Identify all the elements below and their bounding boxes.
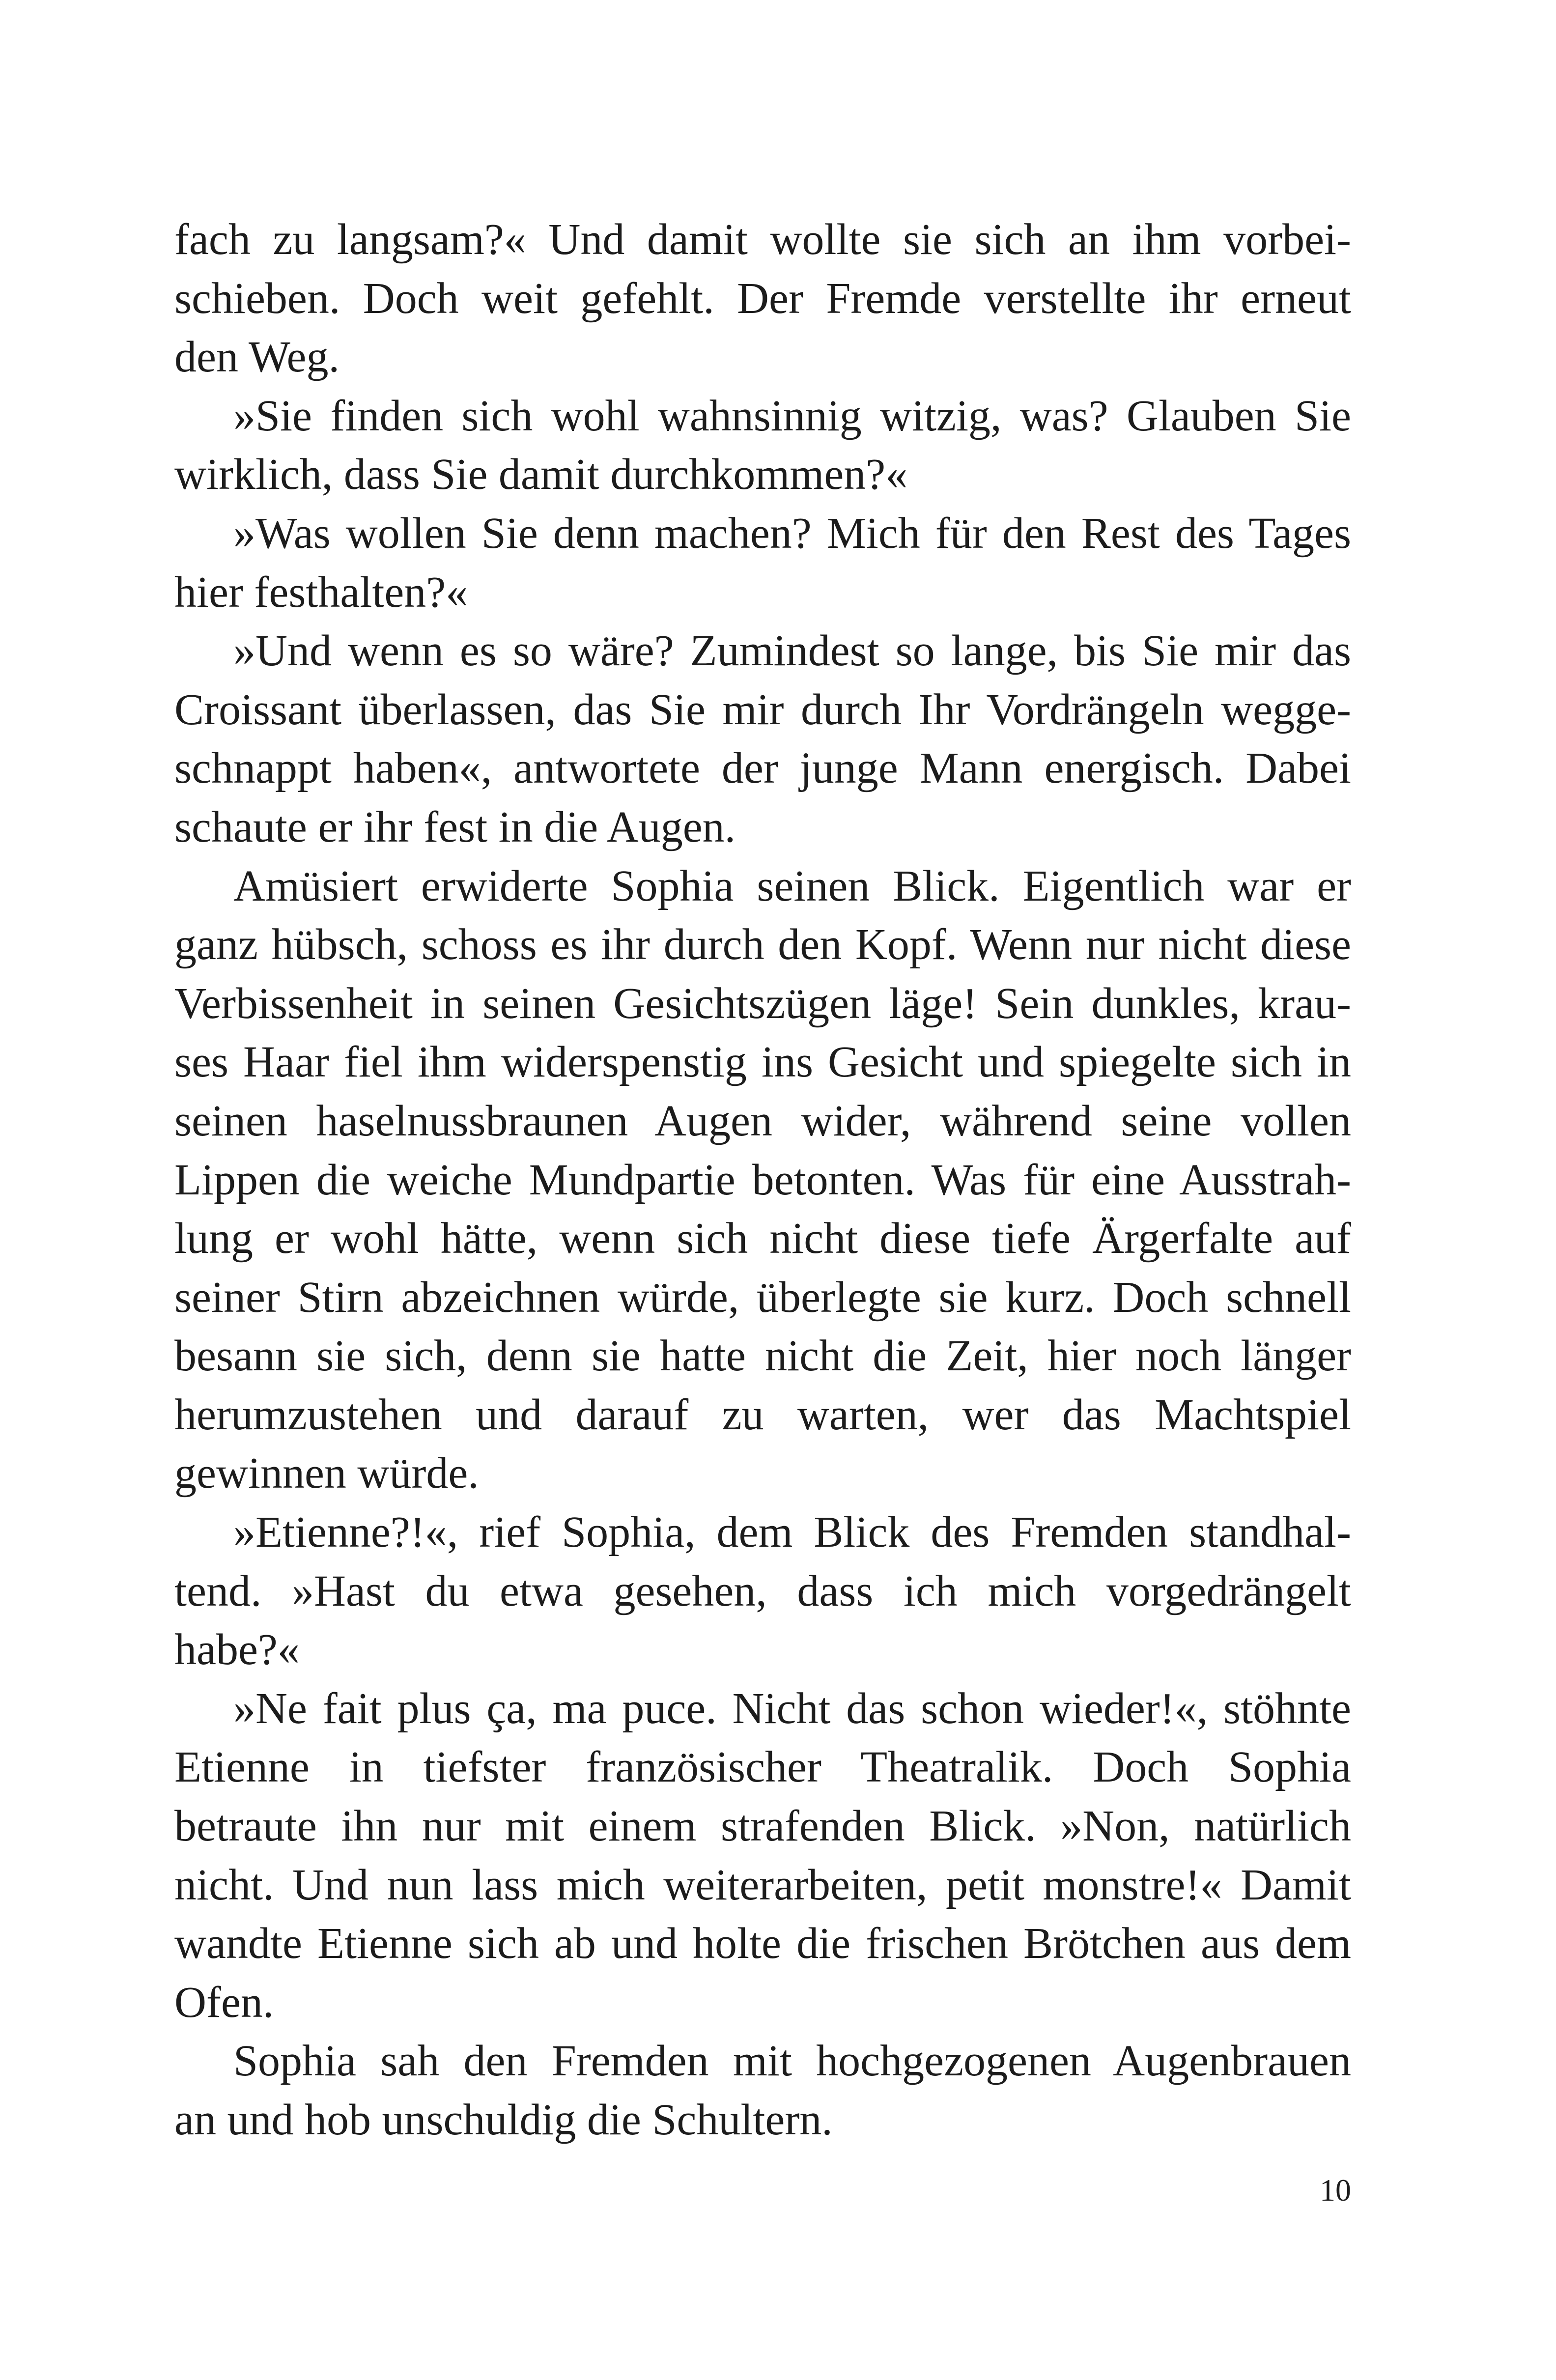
text-line: schaute er ihr fest in die Augen. (174, 802, 736, 851)
text-line: wandte Etienne sich ab und holte die frischen Brötchen aus dem (174, 1919, 1351, 1968)
text-line: den Weg. (174, 333, 340, 382)
text-line: Verbissenheit in seinen Gesichtszügen läge! Sein dunkles, krau- (174, 979, 1351, 1028)
text-line: nicht. Und nun lass mich weiterarbeiten, petit monstre!« Damit (174, 1860, 1351, 1909)
text-line: Lippen die weiche Mundpartie betonten. Was für eine Ausstrah- (174, 1155, 1351, 1204)
text-line: seinen haselnussbraunen Augen wider, während seine vollen (174, 1096, 1351, 1145)
text-line: an und hob unschuldig die Schultern. (174, 2096, 833, 2144)
page-number: 10 (1320, 2173, 1351, 2208)
text-line: hier festhalten?« (174, 567, 468, 617)
text-line: gewinnen würde. (174, 1449, 479, 1498)
text-line: »Sie finden sich wohl wahnsinnig witzig, was? Glauben Sie (233, 391, 1351, 440)
text-line: habe?« (174, 1625, 300, 1674)
text-line: betraute ihn nur mit einem strafenden Blick. »Non, natürlich (174, 1802, 1351, 1851)
text-line: »Was wollen Sie denn machen? Mich für den Rest des Tages (233, 509, 1351, 558)
text-line: Etienne in tiefster französischer Theatralik. Doch Sophia (174, 1743, 1351, 1792)
text-line: tend. »Hast du etwa gesehen, dass ich mich vorgedrängelt (174, 1566, 1351, 1615)
text-line: »Etienne?!«, rief Sophia, dem Blick des Fremden standhal- (233, 1508, 1351, 1557)
text-line: ganz hübsch, schoss es ihr durch den Kopf. Wenn nur nicht diese (174, 920, 1351, 969)
text-line: schieben. Doch weit gefehlt. Der Fremde verstellte ihr erneut (174, 274, 1351, 323)
text-line: lung er wohl hätte, wenn sich nicht diese tiefe Ärgerfalte auf (174, 1214, 1351, 1263)
text-line: Croissant überlassen, das Sie mir durch Ihr Vordrängeln wegge- (174, 685, 1351, 734)
text-line: schnappt haben«, antwortete der junge Mann energisch. Dabei (174, 744, 1351, 793)
text-line: ses Haar fiel ihm widerspenstig ins Gesicht und spiegelte sich in (174, 1038, 1351, 1087)
text-line: seiner Stirn abzeichnen würde, überlegte sie kurz. Doch schnell (174, 1273, 1351, 1322)
text-line: »Und wenn es so wäre? Zumindest so lange, bis Sie mir das (233, 626, 1351, 676)
text-line: wirklich, dass Sie damit durchkommen?« (174, 450, 908, 499)
text-line: besann sie sich, denn sie hatte nicht die Zeit, hier noch länger (174, 1332, 1351, 1381)
body-text (174, 210, 1351, 2150)
text-line: Sophia sah den Fremden mit hochgezogenen Augenbrauen (233, 2037, 1351, 2086)
text-line: fach zu langsam?« Und damit wollte sie sich an ihm vorbei- (174, 215, 1351, 264)
text-line: »Ne fait plus ça, ma puce. Nicht das schon wieder!«, stöhnte (233, 1684, 1351, 1733)
text-line: Amüsiert erwiderte Sophia seinen Blick. Eigentlich war er (233, 861, 1351, 910)
text-line: Ofen. (174, 1978, 274, 2027)
text-line: herumzustehen und darauf zu warten, wer das Machtspiel (174, 1390, 1351, 1439)
